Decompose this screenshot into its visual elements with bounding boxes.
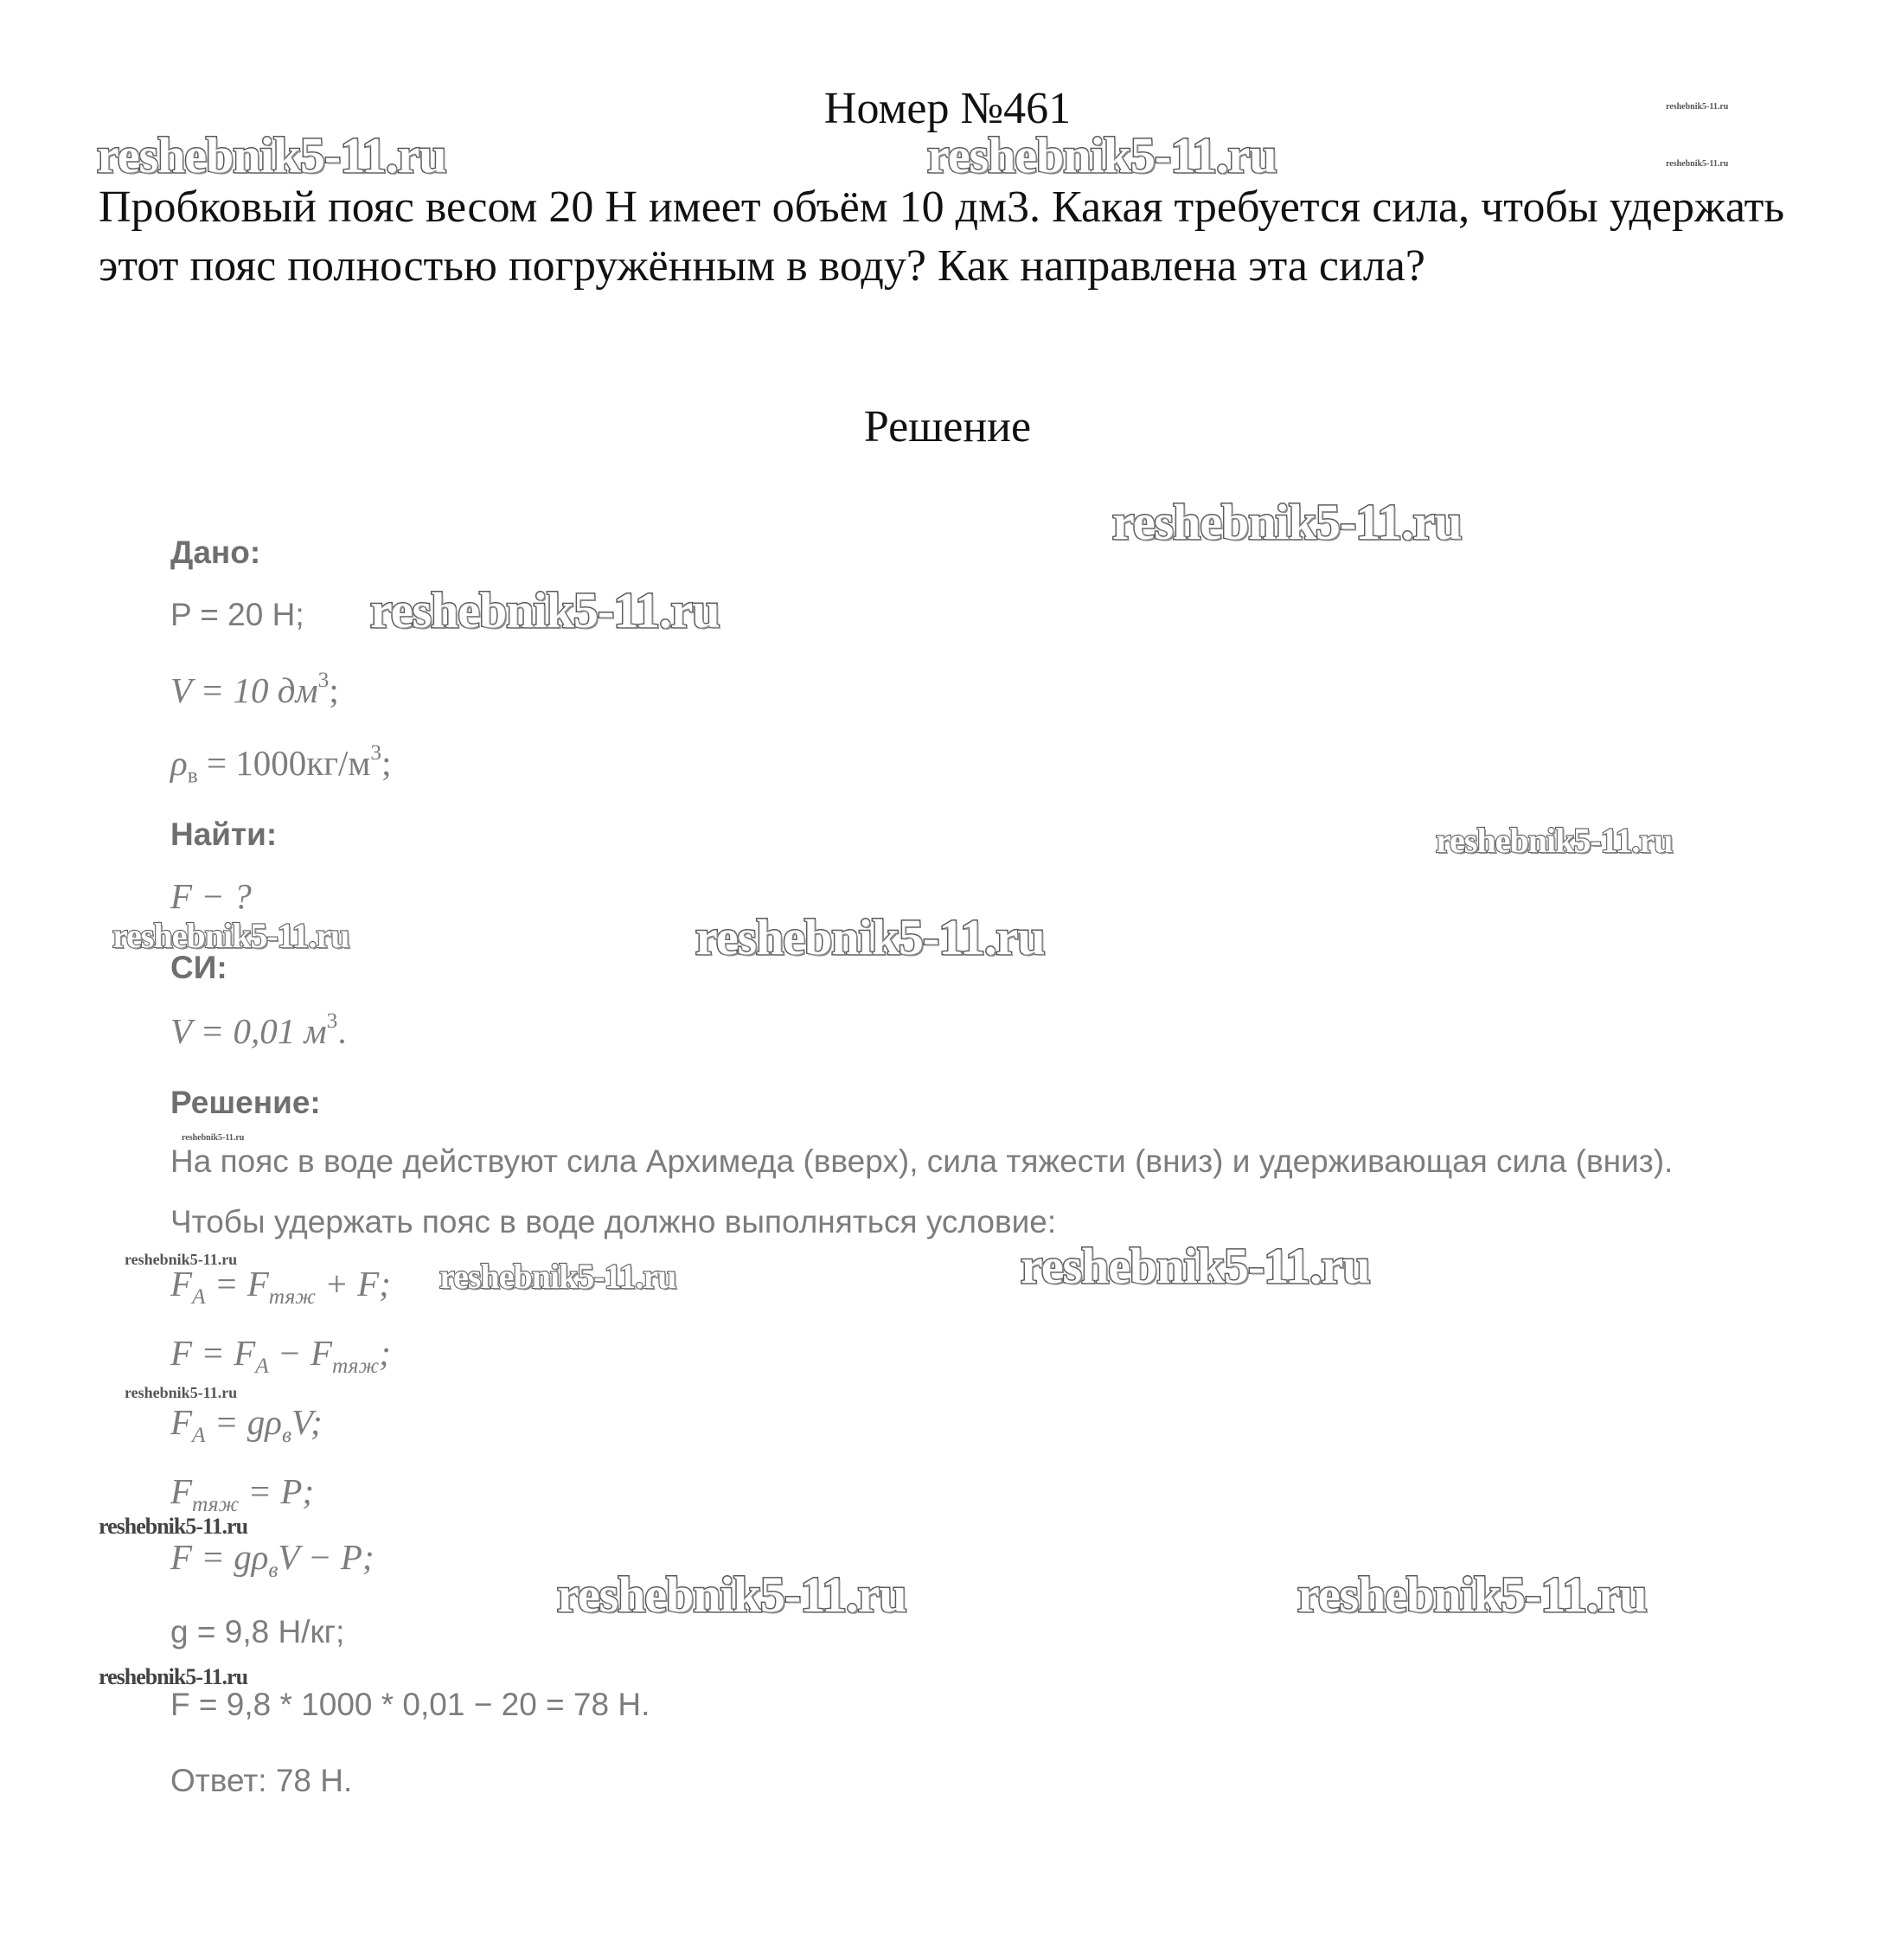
watermark: reshebnik5-11.ru [99,1664,248,1689]
solution-forces-text: На пояс в воде действуют сила Архимеда (вверх), сила тяжести (вниз) и удерживающая сила (вниз). [170,1143,1674,1179]
si-line: V = 0,01 $м^3$. [170,1009,347,1051]
formula-result: $F = g\rho_вV - P$; [170,1537,375,1582]
watermark: reshebnik5-11.ru [1666,102,1729,112]
watermark: reshebnik5-11.ru [1112,494,1462,550]
watermark: reshebnik5-11.ru [125,1384,238,1401]
formula-balance: $F_A = F_{тяж} + F$; [170,1264,391,1309]
watermark: reshebnik5-11.ru [1021,1238,1370,1294]
watermark: reshebnik5-11.ru [1297,1566,1647,1623]
watermark: reshebnik5-11.ru [927,127,1277,183]
watermark: reshebnik5-11.ru [97,127,446,183]
watermark: reshebnik5-11.ru [99,1514,248,1539]
watermark: reshebnik5-11.ru [695,909,1045,965]
watermark: reshebnik5-11.ru [370,582,720,638]
g-value-line: g = 9,8 Н/кг; [170,1614,345,1649]
formula-holding-force: $F = F_A - F_{тяж}$; [170,1333,391,1378]
given-density: $\rho_в = 1000кг/м^3$; [170,740,392,788]
watermark: reshebnik5-11.ru [182,1133,245,1143]
watermark: reshebnik5-11.ru [112,916,349,955]
watermark: reshebnik5-11.ru [1666,159,1729,169]
watermark: reshebnik5-11.ru [1436,821,1673,860]
find-label: Найти: [170,817,278,852]
given-volume: V = 10 $дм^3$; [170,668,339,710]
answer-line: Ответ: 78 Н. [170,1763,353,1798]
page-title: Номер №461 [823,84,1072,133]
solution-label: Решение: [170,1085,321,1120]
watermark: reshebnik5-11.ru [557,1566,906,1623]
given-label: Дано: [170,535,261,570]
si-label: СИ: [170,950,227,985]
find-line: F − ? [170,876,252,916]
solution-heading: Решение [863,402,1032,452]
formula-archimedes: $F_A = g\rho_вV$; [170,1402,323,1447]
given-weight: P = 20 Н; [170,597,304,632]
watermark: reshebnik5-11.ru [125,1251,238,1268]
solution-condition-text: Чтобы удержать пояс в воде должно выполняться условие: [170,1204,1057,1239]
formula-gravity: $F_{тяж} = P$; [170,1471,315,1516]
watermark: reshebnik5-11.ru [439,1257,676,1296]
calculation-line: F = 9,8 * 1000 * 0,01 − 20 = 78 Н. [170,1687,650,1722]
problem-text: Пробковый пояс весом 20 Н имеет объём 10 дм3. Какая требуется сила, чтобы удержать этот пояс полностью погружённым в воду? Как направлена эта сила? [99,183,1785,291]
